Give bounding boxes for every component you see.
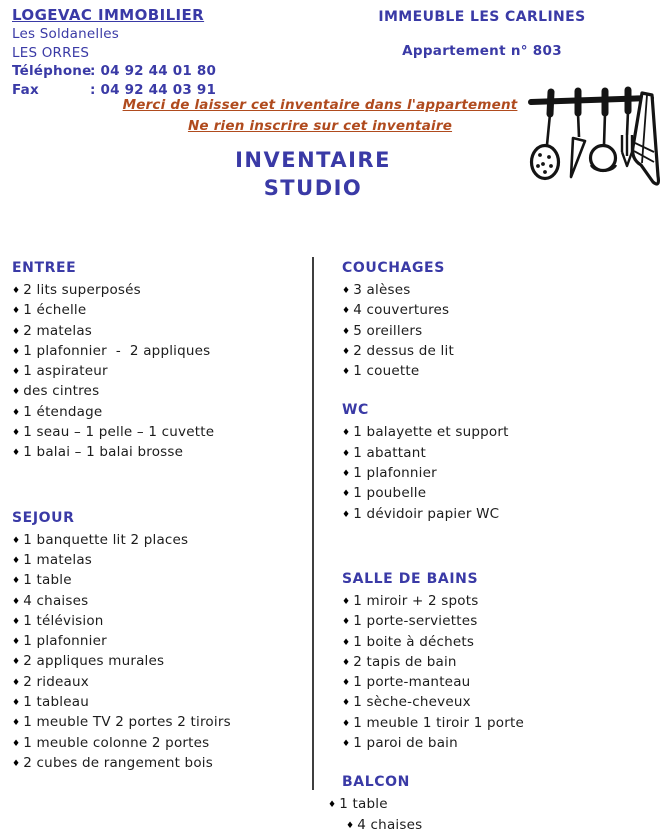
item-text: 2 dessus de lit [353,342,454,359]
diamond-bullet-icon: ♦ [342,469,351,480]
list-item [342,734,652,754]
item-text: 2 lits superposés [23,282,141,298]
section-title: WC [342,402,369,419]
diamond-bullet-icon: ♦ [342,617,351,628]
diamond-bullet-icon: ♦ [12,346,21,357]
list-item [342,673,652,693]
item-text: 1 meuble 1 tiroir 1 porte [353,714,524,731]
item-text: 1 meuble TV 2 portes 2 tiroirs [23,714,231,731]
diamond-bullet-icon: ♦ [12,637,21,648]
diamond-bullet-icon: ♦ [12,596,21,607]
list-item [342,714,652,734]
diamond-bullet-icon: ♦ [12,718,21,729]
inventory-column-right [328,258,652,836]
item-text: 1 plafonnier [353,465,437,482]
item-text: 4 chaises [357,816,423,833]
phone-line [12,62,312,81]
diamond-bullet-icon: ♦ [12,387,21,398]
phone-number: : 04 92 44 01 80 [90,63,217,80]
item-text: 1 tableau [23,694,89,711]
section-title: SEJOUR [12,509,75,526]
inventory-section-entree [12,258,304,464]
phone-label: Téléphone [12,63,92,80]
document-title [0,147,626,202]
item-text: 1 plafonnier [23,633,107,650]
notice-line-2: Ne rien inscrire sur cet inventaire [187,117,453,134]
item-text: 1 plafonnier - 2 appliques [23,342,211,359]
agency-name: LOGEVAC IMMOBILIER [12,6,205,24]
inventory-section-couchages [342,258,652,382]
list-item [12,423,304,443]
diamond-bullet-icon: ♦ [342,286,351,296]
list-item [12,632,304,652]
diamond-bullet-icon: ♦ [12,616,21,627]
list-item [342,423,652,443]
list-item [12,443,304,463]
item-text: 1 miroir + 2 spots [353,592,479,609]
diamond-bullet-icon: ♦ [342,657,351,668]
list-item [12,592,304,612]
diamond-bullet-icon: ♦ [342,509,351,520]
list-item [342,322,652,342]
list-item [342,444,652,464]
item-text: 1 dévidoir papier WC [353,505,500,522]
item-text: 1 seau – 1 pelle – 1 cuvette [23,424,215,441]
diamond-bullet-icon: ♦ [342,698,351,709]
list-item [342,464,652,484]
diamond-bullet-icon: ♦ [12,535,21,546]
item-text: 1 matelas [23,551,93,568]
list-item [342,693,652,713]
diamond-bullet-icon: ♦ [12,555,21,566]
section-title: SALLE DE BAINS [342,570,479,587]
section-title: BALCON [342,774,410,791]
diamond-bullet-icon: ♦ [342,448,351,459]
diamond-bullet-icon: ♦ [328,800,337,811]
diamond-bullet-icon: ♦ [12,677,21,688]
list-item [342,484,652,504]
diamond-bullet-icon: ♦ [12,738,21,749]
list-item [342,612,652,632]
list-item [346,816,652,836]
list-item [342,633,652,653]
list-item [12,531,304,551]
item-text: 1 boite à déchets [353,633,475,650]
item-text: 2 cubes de rangement bois [23,754,213,771]
item-text: 1 échelle [23,302,87,319]
document-title-line1: INVENTAIRE [235,148,391,172]
apartment-number: Appartement n° 803 [402,43,562,59]
building-info-block [376,8,588,59]
inventory-column-left [12,258,304,774]
list-item [12,281,304,301]
diamond-bullet-icon: ♦ [342,306,351,317]
fax-number: : 04 92 44 03 91 [90,81,217,98]
item-text: 1 couette [353,363,420,380]
item-text: 1 porte-manteau [353,674,471,691]
diamond-bullet-icon: ♦ [346,820,355,831]
item-text: des cintres [23,383,100,400]
diamond-bullet-icon: ♦ [342,718,351,729]
list-item [12,301,304,321]
diamond-bullet-icon: ♦ [12,448,21,459]
item-text: 1 paroi de bain [353,735,458,752]
item-text: 1 meuble colonne 2 portes [23,734,210,751]
list-item [12,571,304,591]
list-item [12,754,304,774]
item-text: 5 oreillers [353,322,423,339]
list-item [12,342,304,362]
diamond-bullet-icon: ♦ [342,346,351,357]
item-text: 4 chaises [23,592,89,609]
item-text: 2 tapis de bain [353,653,457,670]
diamond-bullet-icon: ♦ [12,758,21,769]
list-item [342,505,652,525]
diamond-bullet-icon: ♦ [12,428,21,439]
item-text: 2 matelas [23,322,93,339]
section-title: COUCHAGES [342,260,445,276]
list-item [342,362,652,382]
section-title: ENTREE [12,260,77,276]
item-text: 2 appliques murales [23,653,165,670]
list-item [342,301,652,321]
agency-address-line1: Les Soldanelles [12,26,120,42]
diamond-bullet-icon: ♦ [12,657,21,668]
list-item [12,612,304,632]
item-text: 1 table [339,796,388,813]
diamond-bullet-icon: ♦ [12,698,21,709]
inventory-section-sejour [12,508,304,775]
diamond-bullet-icon: ♦ [342,489,351,500]
diamond-bullet-icon: ♦ [12,326,21,337]
list-item [12,403,304,423]
item-text: 4 couvertures [353,302,450,319]
item-text: 1 poubelle [353,485,427,502]
list-item [12,362,304,382]
item-text: 1 balayette et support [353,424,509,441]
diamond-bullet-icon: ♦ [342,367,351,378]
document-title-line2: STUDIO [263,175,363,200]
diamond-bullet-icon: ♦ [12,576,21,587]
diamond-bullet-icon: ♦ [342,428,351,439]
list-item [12,322,304,342]
diamond-bullet-icon: ♦ [342,637,351,648]
item-text: 1 abattant [353,444,426,461]
diamond-bullet-icon: ♦ [12,306,21,317]
column-divider [312,257,314,790]
notice-line-1: Merci de laisser cet inventaire dans l'appartement [122,97,518,113]
diamond-bullet-icon: ♦ [342,326,351,337]
inventory-section-wc [342,400,652,524]
list-item [342,592,652,612]
diamond-bullet-icon: ♦ [342,596,351,607]
diamond-bullet-icon: ♦ [12,367,21,378]
item-text: 1 banquette lit 2 places [23,531,189,548]
fax-label: Fax [12,81,39,98]
item-text: 2 rideaux [23,673,89,690]
item-text: 1 sèche-cheveux [353,694,471,711]
diamond-bullet-icon: ♦ [342,739,351,750]
diamond-bullet-icon: ♦ [12,286,21,296]
inventory-section-balcon [328,772,652,836]
item-text: 1 porte-serviettes [353,613,478,630]
list-item [12,673,304,693]
list-item [12,382,304,402]
item-text: 1 table [23,572,72,589]
list-item [12,551,304,571]
list-item [328,795,652,815]
item-text: 1 balai – 1 balai brosse [23,444,184,461]
list-item [12,652,304,672]
item-text: 1 étendage [23,403,103,420]
diamond-bullet-icon: ♦ [12,407,21,418]
list-item [342,342,652,362]
list-item [12,713,304,733]
item-text: 3 alèses [353,282,411,298]
agency-info-block [12,6,312,99]
list-item [342,653,652,673]
list-item [12,734,304,754]
building-name: IMMEUBLE LES CARLINES [378,9,586,25]
item-text: 1 télévision [23,612,104,629]
list-item [12,693,304,713]
agency-address-line2: LES ORRES [12,44,90,61]
diamond-bullet-icon: ♦ [342,678,351,689]
inventory-section-salle-de-bains [342,569,652,754]
list-item [342,281,652,301]
item-text: 1 aspirateur [23,363,108,380]
